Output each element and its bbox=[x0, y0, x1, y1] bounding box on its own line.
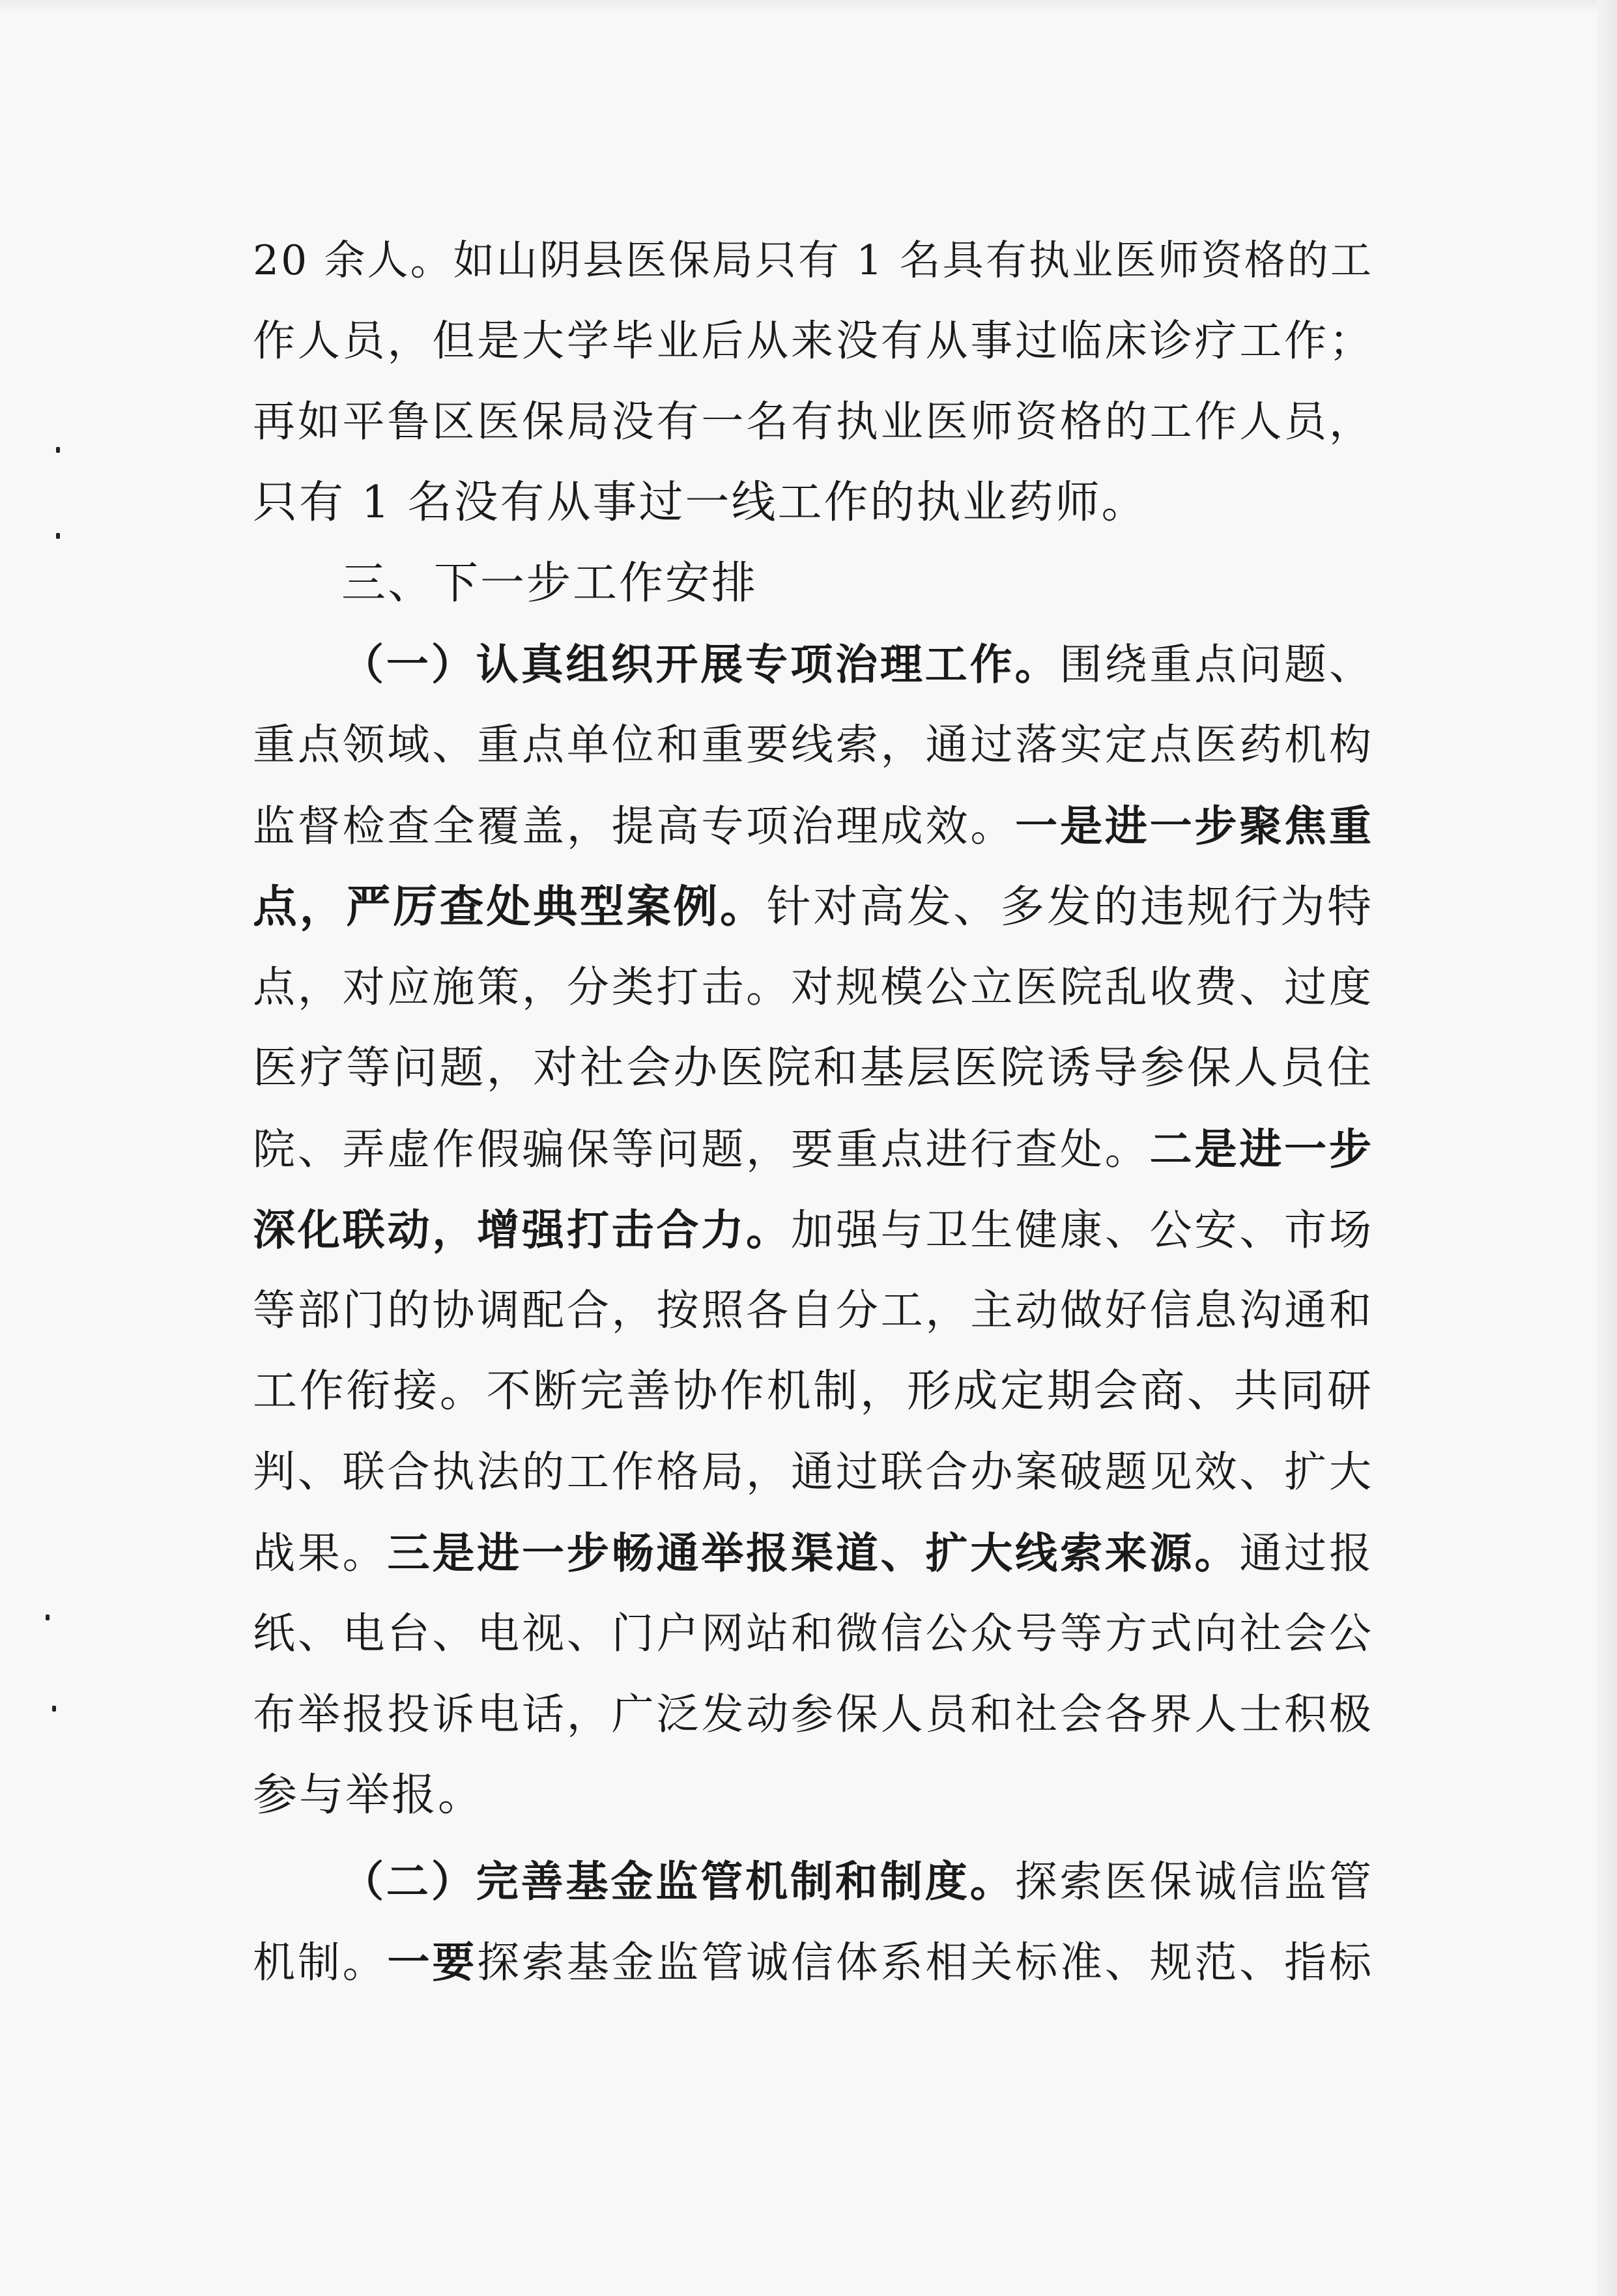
text-line bbox=[253, 463, 1373, 543]
bold-text-run: 三是进一步畅通举报渠道、扩大线索来源。 bbox=[387, 1528, 1240, 1578]
bold-text-run: 点，严厉查处典型案例。 bbox=[253, 881, 767, 933]
text-run: 只有 1 名没有从事过一线工作的执业药师。 bbox=[253, 477, 1148, 528]
bold-text-run: （二）完善基金监管机制和制度。 bbox=[341, 1857, 1015, 1906]
margin-dot bbox=[56, 447, 60, 453]
text-run: 点，对应施策，分类打击。对规模公立医院乱收费、过度 bbox=[253, 963, 1373, 1012]
margin-dot bbox=[56, 533, 60, 539]
text-run: 判、联合执法的工作格局，通过联合办案破题见效、扩大 bbox=[253, 1448, 1373, 1497]
text-line bbox=[253, 1594, 1373, 1674]
text-line bbox=[253, 1755, 1373, 1836]
text-line bbox=[253, 1922, 1373, 2003]
text-run: 院、弄虚作假骗保等问题，要重点进行查处。 bbox=[253, 1125, 1150, 1174]
text-line bbox=[253, 1028, 1373, 1109]
text-run: 纸、电台、电视、门户网站和微信公众号等方式向社会公 bbox=[253, 1609, 1373, 1658]
text-line bbox=[253, 220, 1373, 301]
text-run: 针对高发、多发的违规行为特 bbox=[766, 882, 1373, 933]
text-run: 医疗等问题，对社会办医院和基层医院诱导参保人员住 bbox=[253, 1042, 1373, 1094]
scan-edge-right bbox=[1597, 0, 1617, 2296]
text-run: 战果。 bbox=[253, 1529, 388, 1578]
margin-dot bbox=[52, 1706, 56, 1712]
bold-text-run: 一是进一步聚焦重 bbox=[1015, 801, 1373, 851]
text-line bbox=[253, 1270, 1373, 1351]
text-line bbox=[253, 1674, 1373, 1755]
text-line bbox=[253, 1432, 1373, 1513]
text-run: 探索医保诚信监管 bbox=[1014, 1858, 1373, 1906]
text-line bbox=[253, 1513, 1373, 1594]
text-line bbox=[253, 1841, 1373, 1922]
text-run: 重点领域、重点单位和重要线索，通过落实定点医药机构 bbox=[253, 721, 1373, 769]
text-run: 加强与卫生健康、公安、市场 bbox=[791, 1206, 1373, 1255]
text-line bbox=[253, 705, 1373, 786]
paragraph-continued bbox=[253, 220, 1373, 543]
text-run: 探索基金监管诚信体系相关标准、规范、指标 bbox=[477, 1938, 1373, 1987]
bold-text-run: 一要 bbox=[387, 1938, 478, 1987]
section-heading bbox=[253, 543, 1373, 624]
text-line bbox=[253, 624, 1373, 705]
bold-text-run: 二是进一步 bbox=[1149, 1125, 1373, 1174]
text-line bbox=[253, 947, 1373, 1028]
text-line bbox=[253, 1351, 1373, 1432]
bold-text-run: 深化联动，增强打击合力。 bbox=[253, 1205, 791, 1255]
text-run: 布举报投诉电话，广泛发动参保人员和社会各界人士积极 bbox=[253, 1690, 1373, 1739]
text-run: 监督检查全覆盖，提高专项治理成效。 bbox=[253, 802, 1016, 851]
text-run: 工作衔接。不断完善协作机制，形成定期会商、共同研 bbox=[253, 1366, 1373, 1417]
text-line bbox=[253, 1190, 1373, 1270]
text-line bbox=[253, 1109, 1373, 1190]
text-run: 通过报 bbox=[1239, 1529, 1373, 1578]
bold-text-run: （一）认真组织开展专项治理工作。 bbox=[341, 640, 1060, 689]
text-line bbox=[253, 382, 1373, 463]
text-line bbox=[253, 301, 1373, 382]
text-line bbox=[253, 786, 1373, 867]
text-run: 三、下一步工作安排 bbox=[341, 558, 758, 609]
document-body bbox=[253, 220, 1373, 2003]
text-run: 20 余人。如山阴县医保局只有 1 名具有执业医师资格的工 bbox=[253, 237, 1373, 284]
text-run: 等部门的协调配合，按照各自分工，主动做好信息沟通和 bbox=[253, 1286, 1373, 1335]
text-run: 再如平鲁区医保局没有一名有执业医师资格的工作人员， bbox=[253, 397, 1373, 446]
section-heading-text bbox=[253, 543, 1373, 624]
text-run: 参与举报。 bbox=[253, 1770, 485, 1821]
margin-dot bbox=[46, 1614, 50, 1620]
paragraph-subsection-1 bbox=[253, 624, 1373, 1836]
text-line bbox=[253, 867, 1373, 947]
paragraph-subsection-2 bbox=[253, 1841, 1373, 2003]
text-run: 机制。 bbox=[253, 1938, 388, 1987]
scan-edge-top bbox=[0, 0, 1617, 14]
text-run: 作人员，但是大学毕业后从来没有从事过临床诊疗工作； bbox=[253, 317, 1373, 366]
text-run: 围绕重点问题、 bbox=[1059, 640, 1373, 689]
